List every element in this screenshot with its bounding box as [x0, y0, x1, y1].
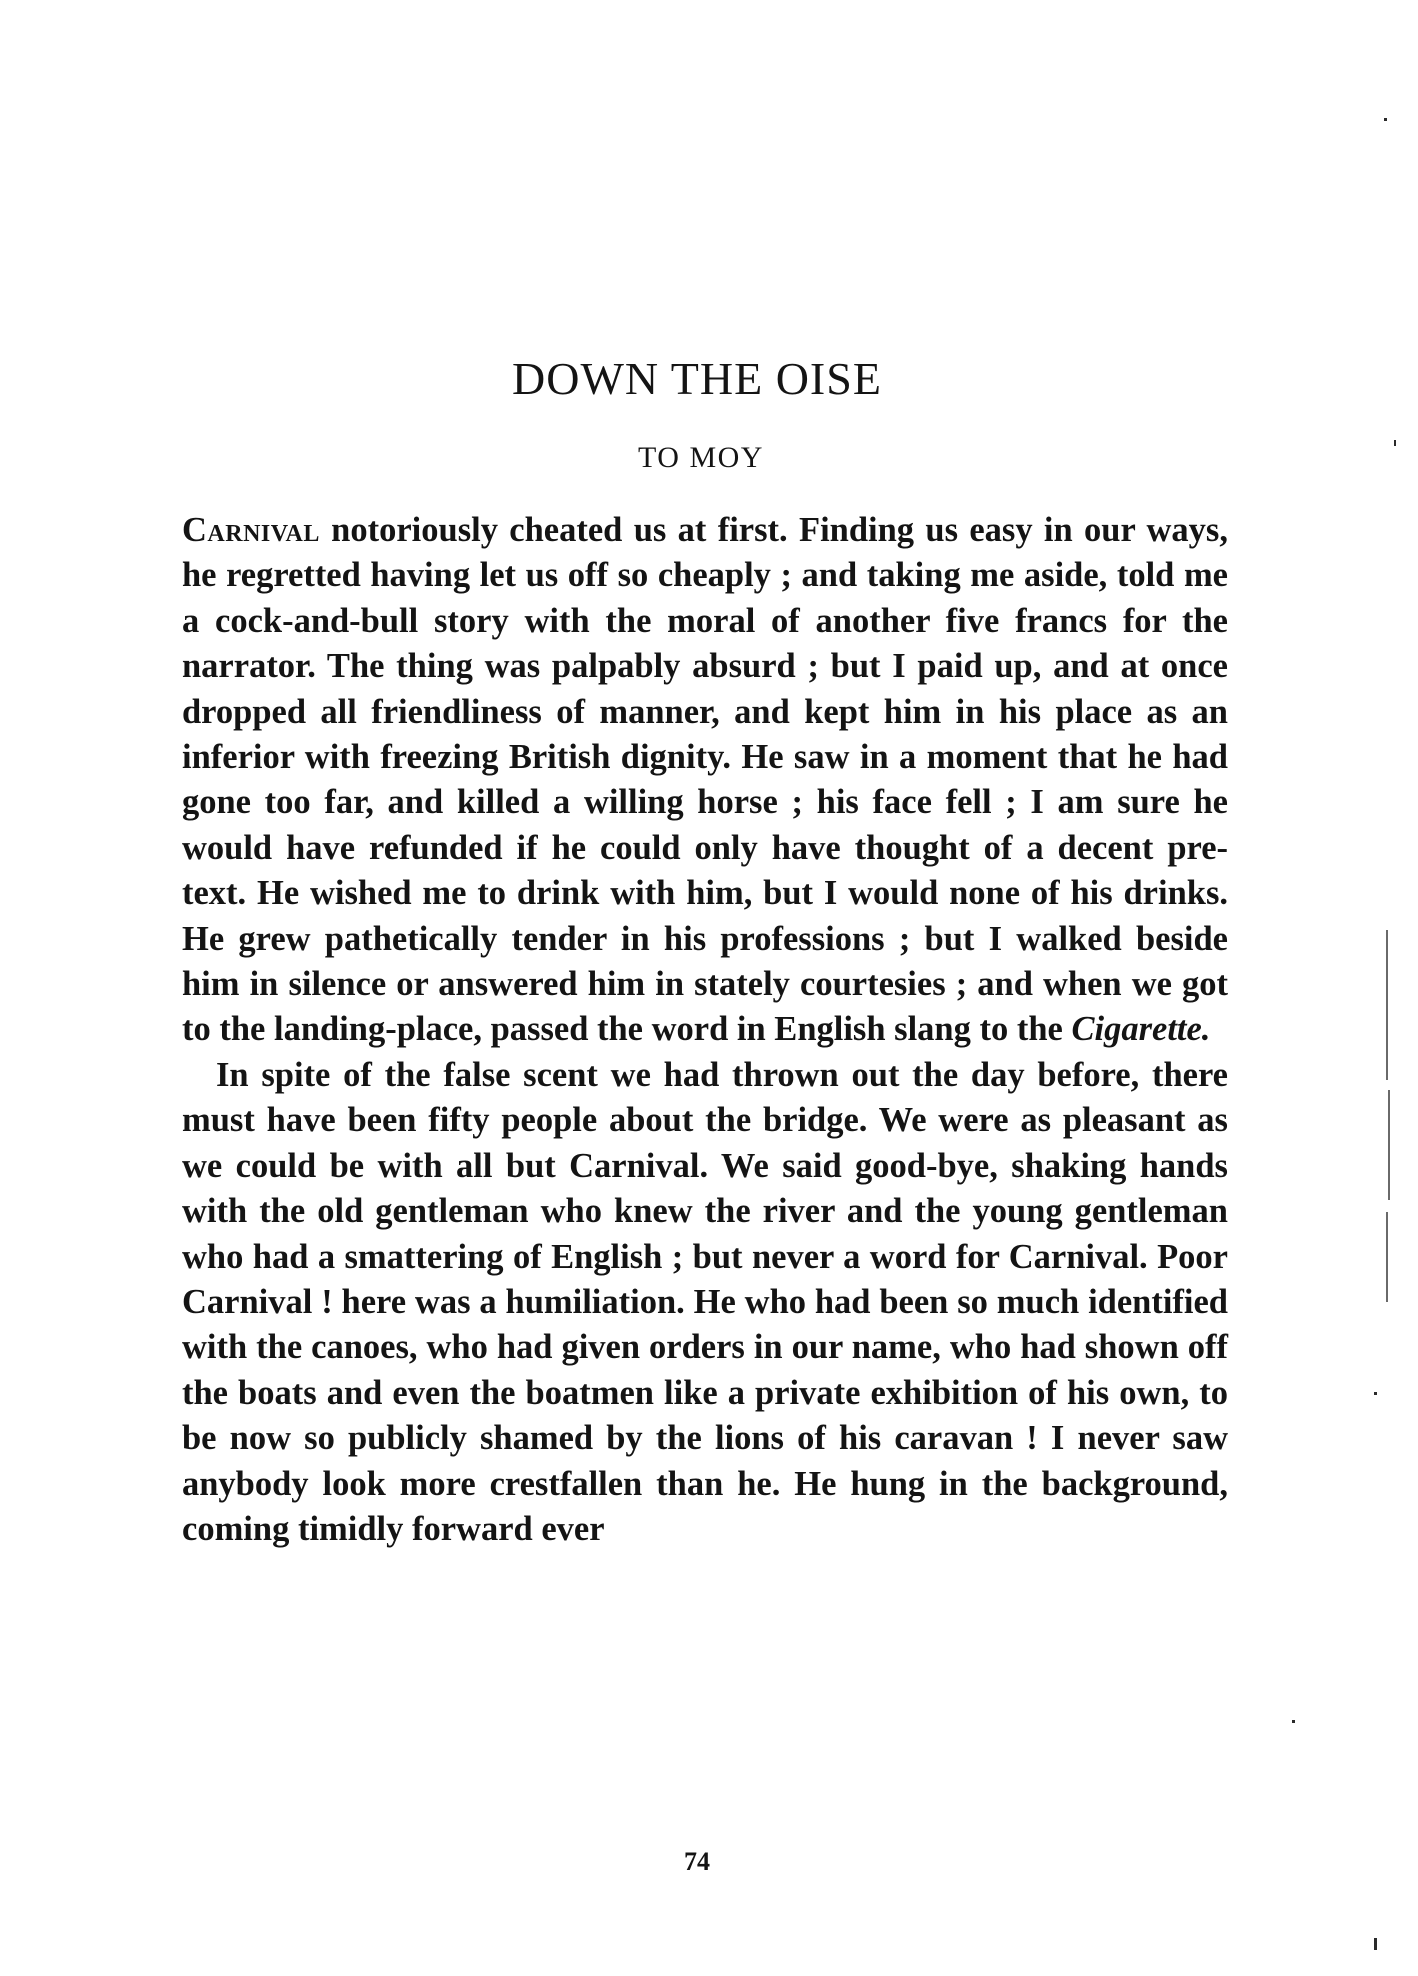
- scan-speck: [1374, 1392, 1377, 1395]
- paragraph-lead-word: Carnival: [182, 511, 320, 549]
- chapter-title: DOWN THE OISE: [512, 353, 882, 404]
- ship-name: Cigarette.: [1071, 1010, 1211, 1049]
- paragraph-1-text: notoriously cheated us at first. Finding us easy in our ways, he regretted having let us off so cheaply ; and taking me aside, told me a cock-and-bull story with the moral of another five francs for the narrator. The thing was palpably absurd ; but I paid up, and at once dropped all friendliness of manner, and kept him in his place as an inferior with freezing British dignity. He saw in a moment that he had gone too far, and killed a willing horse ; his face fell ; I am sure he would have refunded if he could only have thought of a decent pre-text. He wished me to drink with him, but I would none of his drinks. He grew pathetically tender in his professions ; but I walked beside him in silence or answered him in stately courtesies ; and when we got to the landing-place, passed the word in English slang to the: [182, 511, 1228, 1049]
- paragraph-2: In spite of the false scent we had thrown out the day before, there must have been fifty people about the bridge. We were as pleasant as we could be with all but Carnival. We said good-bye, shaking hands with the old gentleman who knew the river and the young gentleman who had a smattering of English ; but never a word for Carnival. Poor Carnival ! here was a humiliation. He who had been so much identified with the canoes, who had given orders in our name, who had shown off the boats and even the boatmen like a private exhibition of his own, to be now so publicly shamed by the lions of his caravan ! I never saw anybody look more crestfallen than he. He hung in the background, coming timidly forward ever: [182, 1055, 1228, 1548]
- scan-speck: [1384, 118, 1387, 121]
- scan-edge-line: [1386, 930, 1388, 1080]
- paragraph-1: [182, 508, 1228, 1053]
- body-text: [182, 508, 1228, 1552]
- scan-speck: [1374, 1938, 1377, 1950]
- scan-edge-line: [1388, 1090, 1390, 1200]
- scan-edge-line: [1386, 1212, 1388, 1302]
- scan-speck: [1292, 1720, 1295, 1723]
- chapter-subtitle: TO MOY: [638, 441, 764, 474]
- page-number: 74: [684, 1847, 710, 1876]
- scan-speck: [1394, 440, 1396, 446]
